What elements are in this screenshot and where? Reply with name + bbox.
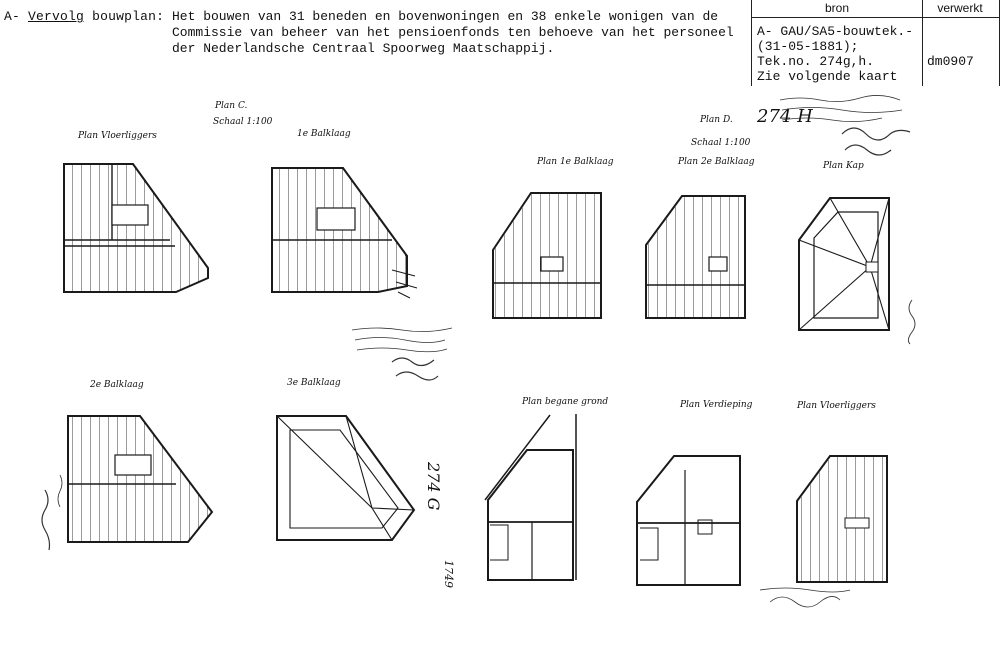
header-prefix: [4, 9, 164, 24]
scale-c: Schaal 1:100: [213, 117, 273, 127]
bron-line: Zie volgende kaart: [757, 69, 898, 84]
plan-label: Plan Vloerliggers: [78, 131, 157, 141]
plan-label: 2e Balklaag: [90, 380, 144, 390]
plan-label: Plan Kap: [823, 161, 864, 171]
floor-plan: [485, 414, 576, 580]
prefix-rest: bouwplan:: [92, 9, 165, 24]
verwerkt-header: verwerkt: [921, 0, 1000, 18]
bron-line: (31-05-1881);: [757, 39, 859, 54]
side-number: 1749: [442, 560, 455, 588]
floor-plan-drawing: [0, 90, 1000, 649]
prefix-code: A-: [4, 9, 21, 24]
source-table: [751, 0, 1000, 86]
floor-plan: [646, 196, 745, 318]
sheet-title-d: Plan D.: [700, 115, 733, 125]
floor-plan: [64, 164, 208, 292]
bron-line: A- GAU/SA5-bouwtek.-: [757, 24, 914, 39]
side-number: 274 G: [424, 462, 443, 511]
bron-line: Tek.no. 274g,h.: [757, 54, 875, 69]
sheet-title-c: Plan C.: [215, 101, 248, 111]
floor-plan: [68, 416, 212, 542]
floor-plan: [637, 456, 740, 585]
plan-label: Plan begane grond: [522, 397, 609, 407]
plan-label: 1e Balklaag: [297, 129, 351, 139]
description-line: Het bouwen van 31 beneden en bovenwoningen en 38 enkele wonigen van de: [172, 9, 719, 24]
description-line: der Nederlandsche Centraal Spoorweg Maatschappij.: [172, 41, 555, 56]
floor-plan: [277, 416, 414, 540]
plan-label: 3e Balklaag: [287, 378, 341, 388]
plan-label: Plan 2e Balklaag: [678, 157, 755, 167]
sheet-number: 274 H: [757, 106, 813, 127]
floor-plan: [493, 193, 601, 318]
plan-label: Plan 1e Balklaag: [537, 157, 614, 167]
verwerkt-cell: [922, 18, 1000, 86]
prefix-underlined: Vervolg: [28, 9, 85, 24]
floor-plan: [799, 198, 889, 330]
floor-plan: [272, 168, 417, 298]
bron-header: bron: [751, 0, 923, 18]
scale-d: Schaal 1:100: [691, 138, 751, 148]
plan-label: Plan Vloerliggers: [797, 401, 876, 411]
floor-plan: [797, 456, 887, 582]
description-line: Commissie van beheer van het pensioenfonds ten behoeve van het personeel: [172, 25, 734, 40]
verwerkt-value: dm0907: [927, 54, 974, 69]
project-description: [172, 9, 732, 57]
plan-label: Plan Verdieping: [680, 400, 753, 410]
